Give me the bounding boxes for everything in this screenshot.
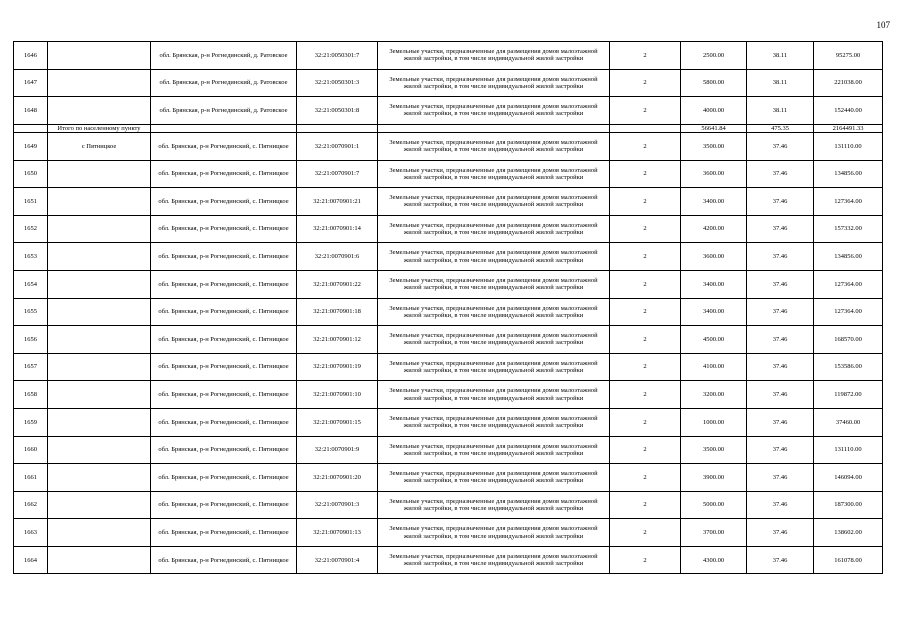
- total-empty-cell: [297, 124, 378, 132]
- settlement-cell: [48, 97, 151, 125]
- cadastral-number: 32:21:0070901:3: [297, 491, 378, 519]
- plot-number: 1650: [14, 160, 48, 188]
- group-cell: 2: [610, 243, 681, 271]
- price-per-sqm: 38.11: [747, 97, 814, 125]
- land-use-cell: Земельные участки, предназначенные для размещения домов малоэтажной жилой застройки, в том числе индивидуальной жилой застройки: [378, 381, 610, 409]
- group-cell: 2: [610, 132, 681, 160]
- plot-number: 1651: [14, 188, 48, 216]
- plot-number: 1647: [14, 69, 48, 97]
- plot-number: 1658: [14, 381, 48, 409]
- area-cell: 4100.00: [681, 353, 747, 381]
- address-cell: обл. Брянская, р-н Рогнединский, с. Пятницкое: [151, 436, 297, 464]
- cadastral-number: 32:21:0050301:8: [297, 97, 378, 125]
- table-row: [14, 408, 883, 436]
- group-cell: 2: [610, 491, 681, 519]
- table-body: [14, 42, 883, 574]
- table-row: [14, 270, 883, 298]
- total-price: 475.35: [747, 124, 814, 132]
- settlement-cell: [48, 42, 151, 70]
- price-per-sqm: 37.46: [747, 436, 814, 464]
- land-use-cell: Земельные участки, предназначенные для размещения домов малоэтажной жилой застройки, в том числе индивидуальной жилой застройки: [378, 491, 610, 519]
- settlement-cell: [48, 436, 151, 464]
- land-use-cell: Земельные участки, предназначенные для размещения домов малоэтажной жилой застройки, в том числе индивидуальной жилой застройки: [378, 188, 610, 216]
- area-cell: 3600.00: [681, 160, 747, 188]
- cadastral-value: 127364.00: [814, 188, 883, 216]
- area-cell: 5800.00: [681, 69, 747, 97]
- price-per-sqm: 37.46: [747, 132, 814, 160]
- land-use-cell: Земельные участки, предназначенные для размещения домов малоэтажной жилой застройки, в том числе индивидуальной жилой застройки: [378, 408, 610, 436]
- price-per-sqm: 37.46: [747, 160, 814, 188]
- area-cell: 3400.00: [681, 270, 747, 298]
- cadastral-value: 119872.00: [814, 381, 883, 409]
- cadastral-value: 168570.00: [814, 326, 883, 354]
- price-per-sqm: 37.46: [747, 408, 814, 436]
- area-cell: 4200.00: [681, 215, 747, 243]
- plot-number: 1646: [14, 42, 48, 70]
- address-cell: обл. Брянская, р-н Рогнединский, с. Пятницкое: [151, 132, 297, 160]
- cadastral-number: 32:21:0070901:20: [297, 464, 378, 492]
- group-cell: 2: [610, 298, 681, 326]
- group-cell: 2: [610, 326, 681, 354]
- cadastral-value: 152440.00: [814, 97, 883, 125]
- table-row: [14, 215, 883, 243]
- table-row: [14, 42, 883, 70]
- cadastral-value: 37460.00: [814, 408, 883, 436]
- table-row: [14, 69, 883, 97]
- area-cell: 5000.00: [681, 491, 747, 519]
- cadastral-number: 32:21:0070901:15: [297, 408, 378, 436]
- cadastral-value: 131110.00: [814, 132, 883, 160]
- settlement-cell: [48, 408, 151, 436]
- table-row: [14, 491, 883, 519]
- address-cell: обл. Брянская, р-н Рогнединский, с. Пятницкое: [151, 243, 297, 271]
- cadastral-value: 187300.00: [814, 491, 883, 519]
- settlement-cell: [48, 270, 151, 298]
- price-per-sqm: 37.46: [747, 491, 814, 519]
- group-cell: 2: [610, 381, 681, 409]
- land-use-cell: Земельные участки, предназначенные для размещения домов малоэтажной жилой застройки, в том числе индивидуальной жилой застройки: [378, 298, 610, 326]
- cadastral-number: 32:21:0050301:7: [297, 42, 378, 70]
- settlement-cell: [48, 160, 151, 188]
- group-cell: 2: [610, 408, 681, 436]
- address-cell: обл. Брянская, р-н Рогнединский, с. Пятницкое: [151, 381, 297, 409]
- land-use-cell: Земельные участки, предназначенные для размещения домов малоэтажной жилой застройки, в том числе индивидуальной жилой застройки: [378, 546, 610, 574]
- price-per-sqm: 37.46: [747, 519, 814, 547]
- settlement-cell: [48, 326, 151, 354]
- cadastral-value: 161078.00: [814, 546, 883, 574]
- settlement-cell: [48, 243, 151, 271]
- plot-number: 1649: [14, 132, 48, 160]
- settlement-cell: [48, 188, 151, 216]
- settlement-cell: [48, 69, 151, 97]
- area-cell: 4300.00: [681, 546, 747, 574]
- address-cell: обл. Брянская, р-н Рогнединский, с. Пятницкое: [151, 491, 297, 519]
- cadastral-number: 32:21:0070901:4: [297, 546, 378, 574]
- land-use-cell: Земельные участки, предназначенные для размещения домов малоэтажной жилой застройки, в том числе индивидуальной жилой застройки: [378, 69, 610, 97]
- cadastral-number: 32:21:0070901:18: [297, 298, 378, 326]
- price-per-sqm: 37.46: [747, 546, 814, 574]
- land-use-cell: Земельные участки, предназначенные для размещения домов малоэтажной жилой застройки, в том числе индивидуальной жилой застройки: [378, 160, 610, 188]
- settlement-cell: [48, 546, 151, 574]
- total-empty-cell: [151, 124, 297, 132]
- cadastral-number: 32:21:0070901:9: [297, 436, 378, 464]
- table-row: [14, 97, 883, 125]
- total-area: 56641.84: [681, 124, 747, 132]
- settlement-cell: [48, 519, 151, 547]
- area-cell: 3600.00: [681, 243, 747, 271]
- group-cell: 2: [610, 69, 681, 97]
- table-row: [14, 326, 883, 354]
- settlement-cell: [48, 381, 151, 409]
- group-cell: 2: [610, 353, 681, 381]
- address-cell: обл. Брянская, р-н Рогнединский, д. Ратовское: [151, 97, 297, 125]
- cadastral-number: 32:21:0070901:14: [297, 215, 378, 243]
- price-per-sqm: 38.11: [747, 69, 814, 97]
- address-cell: обл. Брянская, р-н Рогнединский, с. Пятницкое: [151, 546, 297, 574]
- table-row: [14, 436, 883, 464]
- area-cell: 3500.00: [681, 436, 747, 464]
- cadastral-number: 32:21:0070901:13: [297, 519, 378, 547]
- group-cell: 2: [610, 546, 681, 574]
- group-cell: 2: [610, 270, 681, 298]
- address-cell: обл. Брянская, р-н Рогнединский, с. Пятницкое: [151, 298, 297, 326]
- land-use-cell: Земельные участки, предназначенные для размещения домов малоэтажной жилой застройки, в том числе индивидуальной жилой застройки: [378, 464, 610, 492]
- price-per-sqm: 37.46: [747, 243, 814, 271]
- total-label: Итого по населенному пункту: [48, 124, 151, 132]
- plot-number: 1661: [14, 464, 48, 492]
- area-cell: 4000.00: [681, 97, 747, 125]
- area-cell: 2500.00: [681, 42, 747, 70]
- cadastral-number: 32:21:0070901:6: [297, 243, 378, 271]
- price-per-sqm: 37.46: [747, 381, 814, 409]
- plot-number: 1657: [14, 353, 48, 381]
- plot-number: 1652: [14, 215, 48, 243]
- total-row: [14, 124, 883, 132]
- address-cell: обл. Брянская, р-н Рогнединский, с. Пятницкое: [151, 326, 297, 354]
- table-row: [14, 464, 883, 492]
- settlement-cell: [48, 464, 151, 492]
- cadastral-number: 32:21:0070901:12: [297, 326, 378, 354]
- table-row: [14, 298, 883, 326]
- plot-number: 1653: [14, 243, 48, 271]
- total-num-cell: [14, 124, 48, 132]
- cadastral-value: 95275.00: [814, 42, 883, 70]
- table-row: [14, 243, 883, 271]
- group-cell: 2: [610, 464, 681, 492]
- cadastral-number: 32:21:0070901:22: [297, 270, 378, 298]
- area-cell: 1000.00: [681, 408, 747, 436]
- plot-number: 1660: [14, 436, 48, 464]
- price-per-sqm: 37.46: [747, 215, 814, 243]
- plot-number: 1662: [14, 491, 48, 519]
- cadastral-value: 127364.00: [814, 298, 883, 326]
- cadastral-value: 138602.00: [814, 519, 883, 547]
- price-per-sqm: 37.46: [747, 188, 814, 216]
- address-cell: обл. Брянская, р-н Рогнединский, с. Пятницкое: [151, 160, 297, 188]
- cadastral-value: 221038.00: [814, 69, 883, 97]
- price-per-sqm: 37.46: [747, 326, 814, 354]
- address-cell: обл. Брянская, р-н Рогнединский, с. Пятницкое: [151, 188, 297, 216]
- total-value: 2164491.33: [814, 124, 883, 132]
- group-cell: 2: [610, 519, 681, 547]
- plot-number: 1663: [14, 519, 48, 547]
- table-row: [14, 381, 883, 409]
- table-row: [14, 160, 883, 188]
- settlement-cell: [48, 491, 151, 519]
- plot-number: 1648: [14, 97, 48, 125]
- plot-number: 1659: [14, 408, 48, 436]
- land-use-cell: Земельные участки, предназначенные для размещения домов малоэтажной жилой застройки, в том числе индивидуальной жилой застройки: [378, 243, 610, 271]
- land-use-cell: Земельные участки, предназначенные для размещения домов малоэтажной жилой застройки, в том числе индивидуальной жилой застройки: [378, 436, 610, 464]
- group-cell: 2: [610, 215, 681, 243]
- price-per-sqm: 37.46: [747, 464, 814, 492]
- address-cell: обл. Брянская, р-н Рогнединский, д. Ратовское: [151, 69, 297, 97]
- land-use-cell: Земельные участки, предназначенные для размещения домов малоэтажной жилой застройки, в том числе индивидуальной жилой застройки: [378, 215, 610, 243]
- area-cell: 3400.00: [681, 188, 747, 216]
- land-use-cell: Земельные участки, предназначенные для размещения домов малоэтажной жилой застройки, в том числе индивидуальной жилой застройки: [378, 353, 610, 381]
- area-cell: 3200.00: [681, 381, 747, 409]
- address-cell: обл. Брянская, р-н Рогнединский, д. Ратовское: [151, 42, 297, 70]
- settlement-cell: [48, 298, 151, 326]
- cadastral-value: 134856.00: [814, 243, 883, 271]
- total-empty-cell: [610, 124, 681, 132]
- area-cell: 4500.00: [681, 326, 747, 354]
- cadastral-number: 32:21:0050301:3: [297, 69, 378, 97]
- area-cell: 3900.00: [681, 464, 747, 492]
- table-row: [14, 546, 883, 574]
- price-per-sqm: 37.46: [747, 353, 814, 381]
- land-use-cell: Земельные участки, предназначенные для размещения домов малоэтажной жилой застройки, в том числе индивидуальной жилой застройки: [378, 132, 610, 160]
- land-use-cell: Земельные участки, предназначенные для размещения домов малоэтажной жилой застройки, в том числе индивидуальной жилой застройки: [378, 519, 610, 547]
- table-row: [14, 353, 883, 381]
- land-use-cell: Земельные участки, предназначенные для размещения домов малоэтажной жилой застройки, в том числе индивидуальной жилой застройки: [378, 42, 610, 70]
- page-number: 107: [876, 20, 890, 30]
- group-cell: 2: [610, 436, 681, 464]
- cadastral-number: 32:21:0070901:10: [297, 381, 378, 409]
- cadastral-value: 157332.00: [814, 215, 883, 243]
- plot-number: 1656: [14, 326, 48, 354]
- cadastral-value: 134856.00: [814, 160, 883, 188]
- settlement-name: с Пятницкое: [48, 132, 151, 160]
- group-cell: 2: [610, 97, 681, 125]
- address-cell: обл. Брянская, р-н Рогнединский, с. Пятницкое: [151, 408, 297, 436]
- plot-number: 1664: [14, 546, 48, 574]
- address-cell: обл. Брянская, р-н Рогнединский, с. Пятницкое: [151, 464, 297, 492]
- cadastral-number: 32:21:0070901:19: [297, 353, 378, 381]
- land-plots-table: [13, 41, 883, 574]
- table-row: [14, 519, 883, 547]
- address-cell: обл. Брянская, р-н Рогнединский, с. Пятницкое: [151, 519, 297, 547]
- settlement-cell: [48, 215, 151, 243]
- area-cell: 3400.00: [681, 298, 747, 326]
- land-use-cell: Земельные участки, предназначенные для размещения домов малоэтажной жилой застройки, в том числе индивидуальной жилой застройки: [378, 97, 610, 125]
- total-empty-cell: [378, 124, 610, 132]
- cadastral-number: 32:21:0070901:21: [297, 188, 378, 216]
- cadastral-number: 32:21:0070901:1: [297, 132, 378, 160]
- address-cell: обл. Брянская, р-н Рогнединский, с. Пятницкое: [151, 270, 297, 298]
- cadastral-value: 131110.00: [814, 436, 883, 464]
- table-row: [14, 132, 883, 160]
- address-cell: обл. Брянская, р-н Рогнединский, с. Пятницкое: [151, 353, 297, 381]
- price-per-sqm: 37.46: [747, 298, 814, 326]
- group-cell: 2: [610, 160, 681, 188]
- settlement-cell: [48, 353, 151, 381]
- price-per-sqm: 37.46: [747, 270, 814, 298]
- price-per-sqm: 38.11: [747, 42, 814, 70]
- table-row: [14, 188, 883, 216]
- group-cell: 2: [610, 42, 681, 70]
- cadastral-number: 32:21:0070901:7: [297, 160, 378, 188]
- cadastral-value: 146094.00: [814, 464, 883, 492]
- plot-number: 1655: [14, 298, 48, 326]
- land-use-cell: Земельные участки, предназначенные для размещения домов малоэтажной жилой застройки, в том числе индивидуальной жилой застройки: [378, 270, 610, 298]
- address-cell: обл. Брянская, р-н Рогнединский, с. Пятницкое: [151, 215, 297, 243]
- plot-number: 1654: [14, 270, 48, 298]
- cadastral-value: 127364.00: [814, 270, 883, 298]
- cadastral-value: 153586.00: [814, 353, 883, 381]
- land-use-cell: Земельные участки, предназначенные для размещения домов малоэтажной жилой застройки, в том числе индивидуальной жилой застройки: [378, 326, 610, 354]
- area-cell: 3500.00: [681, 132, 747, 160]
- area-cell: 3700.00: [681, 519, 747, 547]
- group-cell: 2: [610, 188, 681, 216]
